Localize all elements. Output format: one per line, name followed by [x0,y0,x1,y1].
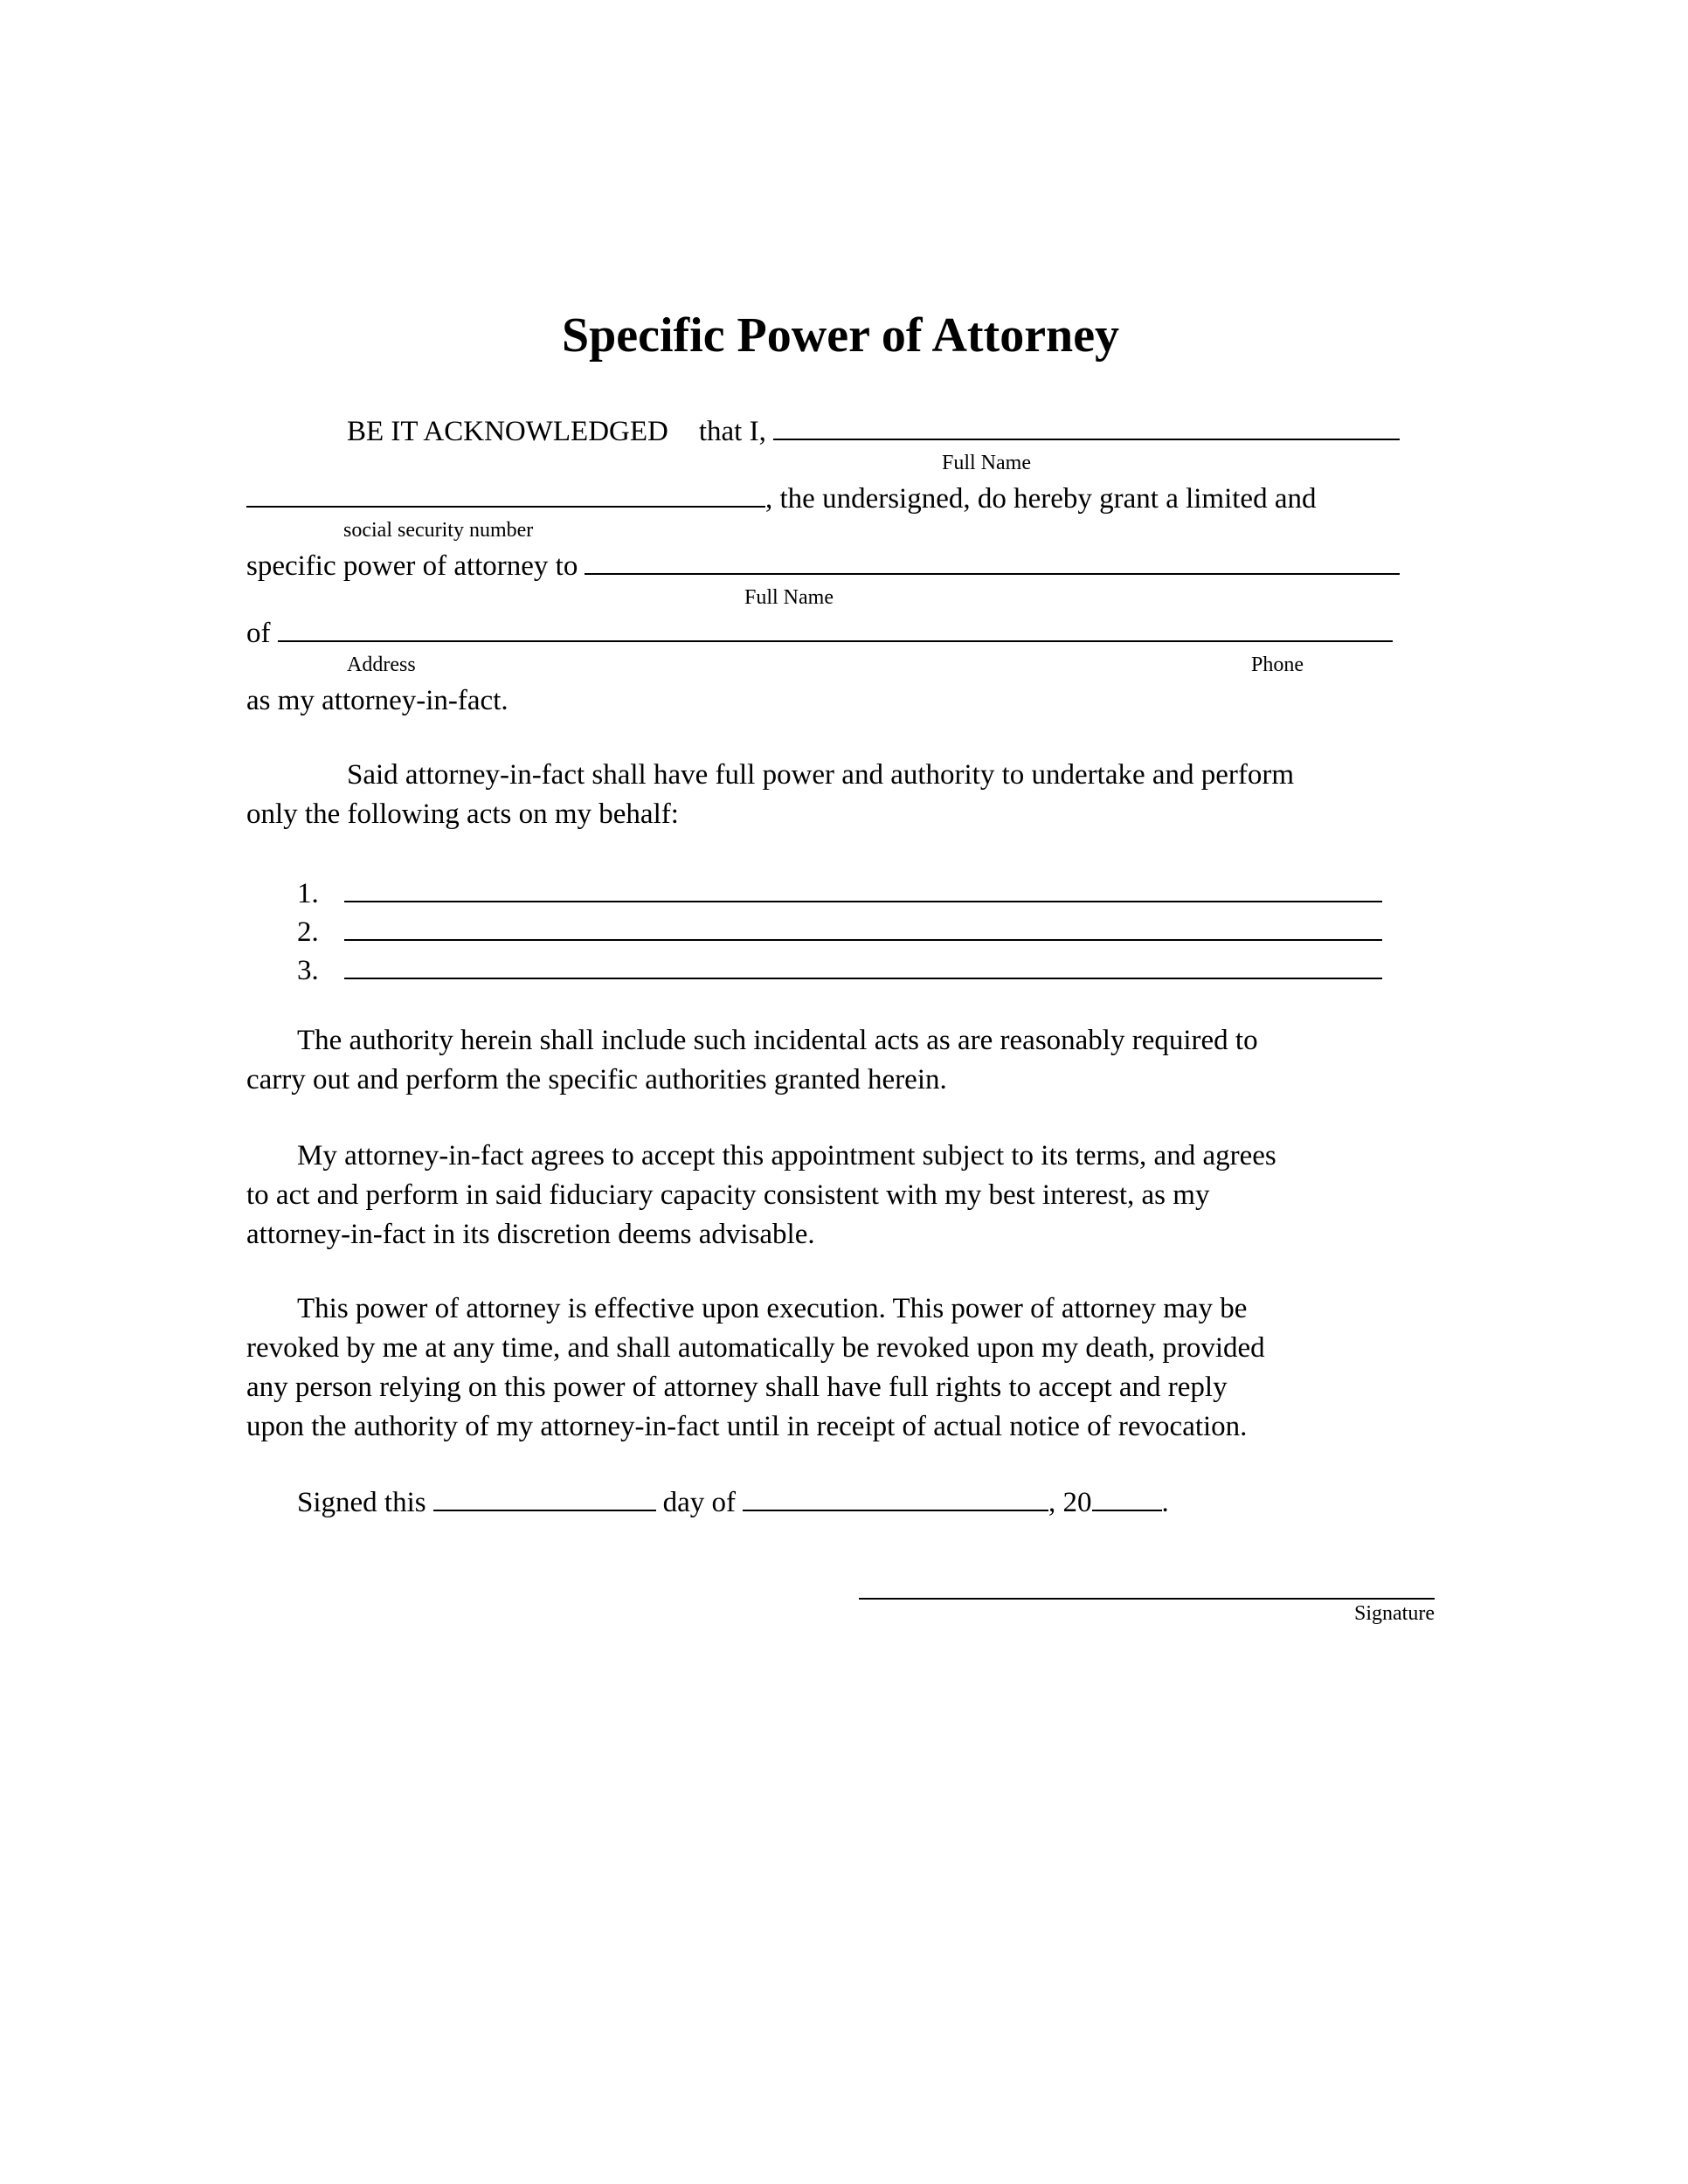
agreement-line: attorney-in-fact in its discretion deems advisable. [246,1219,815,1250]
ack-lead-text: BE IT ACKNOWLEDGED [347,416,668,447]
ack-label-row-4 [246,653,1435,676]
ack-line-2 [246,480,1435,519]
address-label: Address [347,653,416,676]
phone-label: Phone [1251,653,1304,676]
month-blank [743,1510,1048,1511]
of-text: of [246,618,271,649]
effective-line: any person relying on this power of attorney shall have full rights to accept and reply [246,1372,1228,1403]
ack-closing-text: as my attorney-in-fact. [246,685,508,716]
year-blank [1092,1510,1162,1511]
signature-block [859,1598,1435,1626]
act-blank-2 [344,939,1382,941]
day-blank [433,1510,656,1511]
act-blank-1 [344,901,1382,902]
ssn-label: social security number [343,519,534,542]
act-number: 2. [297,916,319,948]
ssn-blank [246,506,765,508]
effective-line: revoked by me at any time, and shall automatically be revoked upon my death, provided [246,1332,1265,1364]
undersigned-text: , the undersigned, do hereby grant a limited and [765,483,1317,515]
powers-line: only the following acts on my behalf: [246,798,679,830]
authority-line: carry out and perform the specific authorities granted herein. [246,1064,947,1095]
day-of-text: day of [662,1487,736,1518]
year-prefix-text: , 20 [1048,1487,1092,1518]
act-blank-3 [344,978,1382,979]
powers-paragraph [246,756,1435,834]
authority-line: The authority herein shall include such incidental acts as are reasonably required to [297,1025,1258,1056]
ack-that-i-text: that I, [698,416,766,447]
signed-this-text: Signed this [297,1487,426,1518]
signature-blank [859,1598,1435,1600]
signed-period-text: . [1161,1487,1169,1518]
powers-line: Said attorney-in-fact shall have full power and authority to undertake and perform [347,759,1295,791]
ack-line-1 [246,412,1435,452]
principal-full-name-blank [773,439,1400,440]
authority-paragraph [246,1021,1435,1100]
signed-line [246,1483,1435,1523]
signature-label: Signature [1354,1602,1435,1625]
act-item-2 [246,913,1435,951]
effective-line: This power of attorney is effective upon execution. This power of attorney may be [297,1293,1248,1324]
document-content [246,308,1435,1626]
agent-full-name-blank [585,573,1400,575]
agreement-paragraph [246,1137,1435,1254]
ack-label-row-1 [246,452,1435,474]
full-name-label-2: Full Name [744,586,834,609]
ack-label-row-2 [246,519,1435,542]
effective-line: upon the authority of my attorney-in-fact until in receipt of actual notice of revocation. [246,1411,1248,1442]
ack-label-row-3 [246,586,1435,609]
act-item-1 [246,874,1435,913]
grant-text: specific power of attorney to [246,550,578,582]
act-number: 1. [297,878,319,909]
act-item-3 [246,951,1435,990]
agreement-line: to act and perform in said fiduciary capacity consistent with my best interest, as my [246,1179,1210,1211]
full-name-label-1: Full Name [942,452,1031,474]
act-number: 3. [297,955,319,986]
agreement-line: My attorney-in-fact agrees to accept this appointment subject to its terms, and agrees [297,1140,1276,1171]
address-phone-blank [278,640,1394,642]
ack-line-4 [246,614,1435,653]
ack-line-3 [246,547,1435,586]
acts-list [246,874,1435,990]
document-title: Specific Power of Attorney [561,308,1120,363]
effective-paragraph [246,1289,1435,1447]
